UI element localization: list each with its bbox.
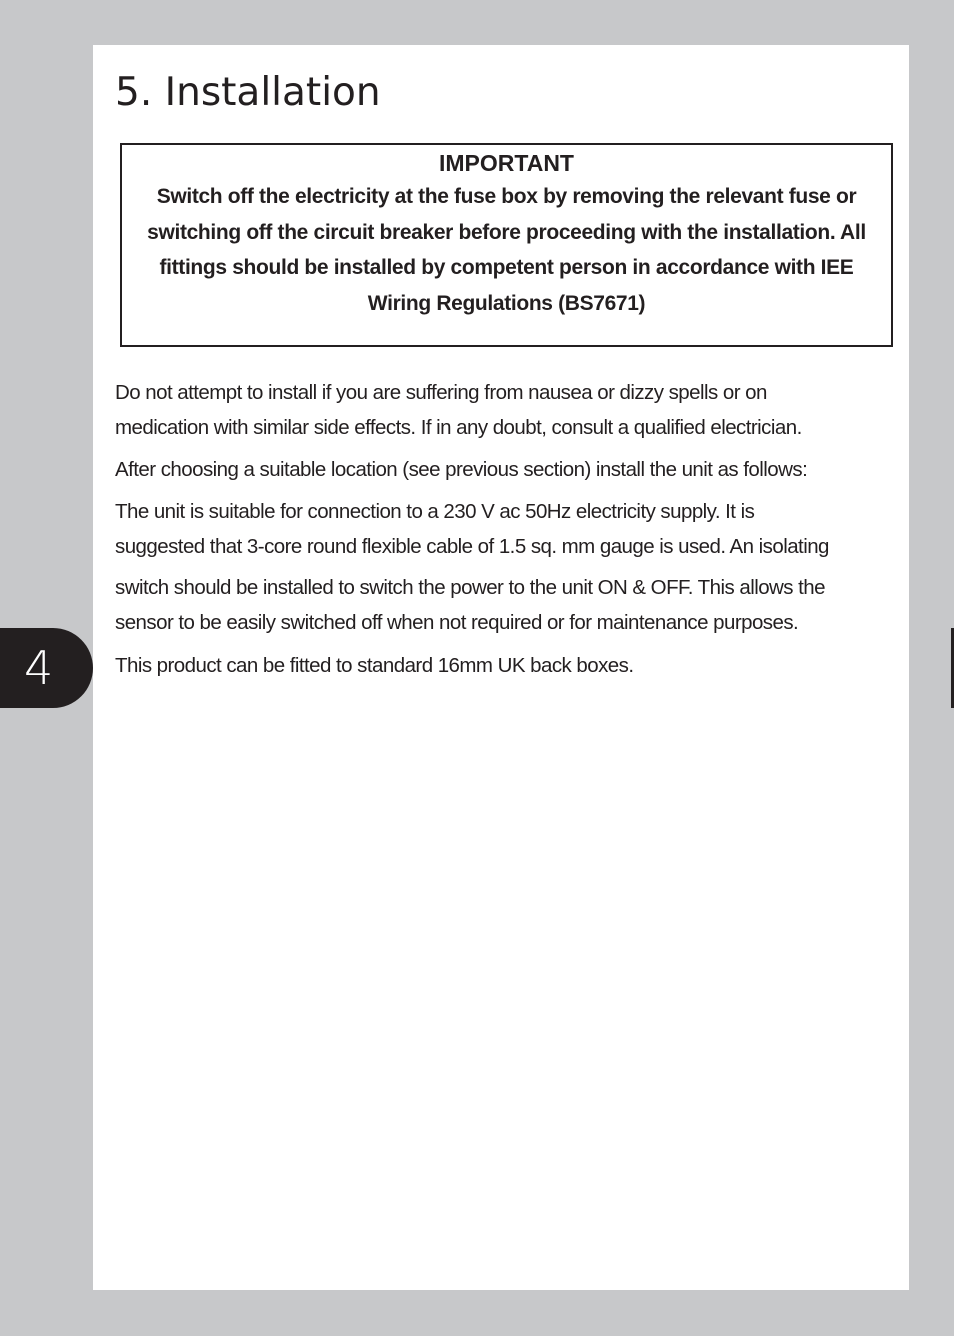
paragraph-safety-warning xyxy=(115,375,802,445)
paragraph-back-box xyxy=(115,648,633,683)
paragraph-line: The unit is suitable for connection to a 230 V ac 50Hz electricity supply. It is xyxy=(115,500,755,523)
paragraph-line: Do not attempt to install if you are suffering from nausea or dizzy spells or on xyxy=(115,381,767,404)
paragraph-line: suggested that 3-core round flexible cable of 1.5 sq. mm gauge is used. An isolating xyxy=(115,535,829,558)
notice-body: Switch off the electricity at the fuse box by removing the relevant fuse or switching off the circuit breaker before proceeding with the installation. All fittings should be installed by competent person in accordance with IEE Wiring Regulations (BS7671) xyxy=(147,185,866,315)
page-number-tab xyxy=(0,628,93,708)
important-notice-box xyxy=(120,143,893,347)
paragraph-line: medication with similar side effects. If in any doubt, consult a qualified electrician. xyxy=(115,416,802,439)
section-title: 5. Installation xyxy=(115,70,381,115)
paragraph-line: sensor to be easily switched off when not required or for maintenance purposes. xyxy=(115,611,799,634)
paragraph-supply-requirements xyxy=(115,494,829,640)
notice-heading: IMPORTANT xyxy=(438,150,574,176)
document-page xyxy=(93,45,909,1290)
page-number: 4 xyxy=(24,641,54,695)
paragraph-location-intro xyxy=(115,452,807,487)
paragraph-line: switch should be installed to switch the power to the unit ON & OFF. This allows the xyxy=(115,576,825,599)
paragraph-line: After choosing a suitable location (see previous section) install the unit as follows: xyxy=(115,458,808,481)
paragraph-line: This product can be fitted to standard 16mm UK back boxes. xyxy=(115,654,634,677)
